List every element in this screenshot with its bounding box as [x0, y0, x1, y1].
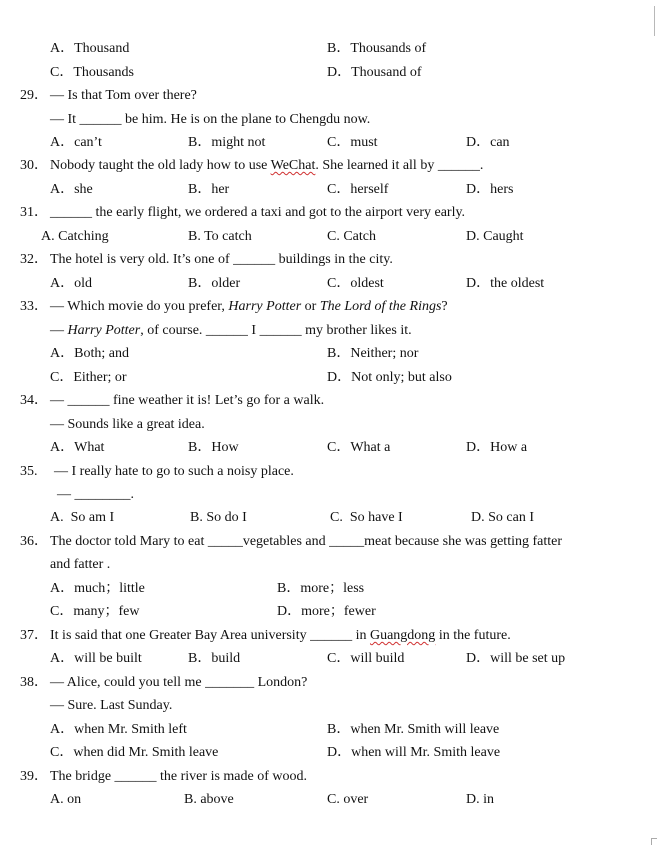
q38-option-c: C．when did Mr. Smith leave: [50, 745, 219, 760]
q37-option-b: B．build: [188, 651, 241, 666]
q30-option-c: C．herself: [327, 182, 389, 197]
q34-line1: — ______ fine weather it is! Let’s go for a walk.: [50, 393, 325, 408]
q39-text: The bridge ______ the river is made of wood.: [50, 769, 307, 784]
q29-option-a: A．can’t: [50, 135, 102, 150]
q34-option-c: C．What a: [327, 440, 391, 455]
q37-option-a: A．will be built: [50, 651, 142, 666]
q31-text: ______ the early flight, we ordered a taxi and got to the airport very early.: [50, 205, 466, 220]
q33-line1-a: — Which movie do you prefer,: [50, 299, 229, 314]
text-cursor-bar: [654, 6, 655, 36]
q38-option-d: D．when will Mr. Smith leave: [327, 745, 501, 760]
q31-option-b: B. To catch: [188, 229, 252, 244]
q31-option-c: C. Catch: [327, 229, 376, 244]
q36-option-c: C．many；few: [50, 604, 140, 619]
q30-option-b: B．her: [188, 182, 230, 197]
q35-number: 35.: [20, 464, 38, 479]
q38-line1: — Alice, could you tell me _______ London?: [50, 675, 308, 690]
q35-option-b: B. So do I: [190, 510, 247, 525]
q37-number: 37．: [20, 628, 48, 643]
q39-number: 39．: [20, 769, 48, 784]
q33-option-c: C．Either; or: [50, 370, 127, 385]
q37-guangdong-word: Guangdong: [369, 628, 436, 643]
q36-line2: and fatter .: [50, 557, 111, 572]
q33-option-a: A．Both; and: [50, 346, 129, 361]
q35-option-a: A. So am I: [50, 510, 115, 525]
q30-number: 30．: [20, 158, 48, 173]
q30-text-pre: Nobody taught the old lady how to use: [50, 158, 271, 173]
q32-number: 32．: [20, 252, 48, 267]
q29-option-c: C．must: [327, 135, 378, 150]
q36-option-a: A．much；little: [50, 581, 145, 596]
q33-line2: [50, 322, 412, 340]
q37-text-pre: It is said that one Greater Bay Area university ______ in: [50, 628, 370, 643]
q35-line1: — I really hate to go to such a noisy place.: [54, 464, 294, 479]
q30-text: [50, 157, 483, 175]
q33-option-d: D．Not only; but also: [327, 370, 452, 385]
q36-option-b: B．more；less: [277, 581, 365, 596]
q38-option-a: A．when Mr. Smith left: [50, 722, 187, 737]
q34-option-b: B．How: [188, 440, 239, 455]
q29-option-b: B．might not: [188, 135, 266, 150]
q37-text: [50, 627, 511, 645]
q32-option-b: B．older: [188, 276, 241, 291]
page-corner-mark: [651, 838, 657, 845]
q37-option-c: C．will build: [327, 651, 405, 666]
q32-option-a: A．old: [50, 276, 92, 291]
q39-option-d: D. in: [466, 792, 494, 807]
q39-option-c: C. over: [327, 792, 369, 807]
q38-line2: — Sure. Last Sunday.: [50, 698, 173, 713]
q33-title-harry-potter: Harry Potter: [228, 299, 302, 314]
q28-option-b: B．Thousands of: [327, 41, 427, 56]
q38-option-b: B．when Mr. Smith will leave: [327, 722, 500, 737]
q28-option-c: C．Thousands: [50, 65, 134, 80]
q38-number: 38．: [20, 675, 48, 690]
q28-option-a: A．Thousand: [50, 41, 130, 56]
q33-line2-a: —: [50, 323, 68, 338]
q29-option-d: D．can: [466, 135, 510, 150]
q33-line1-c: or: [301, 299, 320, 314]
q29-line2: — It ______ be him. He is on the plane to Chengdu now.: [50, 112, 371, 127]
q36-option-d: D．more；fewer: [277, 604, 376, 619]
q37-text-post: in the future.: [435, 628, 511, 643]
q32-text: The hotel is very old. It’s one of ______ buildings in the city.: [50, 252, 393, 267]
q33-line1: [50, 298, 448, 316]
q34-option-a: A．What: [50, 440, 105, 455]
q39-option-b: B. above: [184, 792, 234, 807]
q32-option-d: D．the oldest: [466, 276, 545, 291]
q33-line2-title: Harry Potter: [67, 323, 141, 338]
q30-option-d: D．hers: [466, 182, 514, 197]
q28-option-d: D．Thousand of: [327, 65, 422, 80]
q35-line2: — ________.: [57, 487, 134, 502]
q35-option-c: C. So have I: [330, 510, 403, 525]
q34-option-d: D．How a: [466, 440, 528, 455]
q36-line1: The doctor told Mary to eat _____vegetables and _____meat because she was getting fatter: [50, 534, 562, 549]
q36-number: 36．: [20, 534, 48, 549]
q31-option-a: A. Catching: [41, 229, 109, 244]
q30-option-a: A．she: [50, 182, 93, 197]
q34-line2: — Sounds like a great idea.: [50, 417, 205, 432]
q33-line2-c: , of course. ______ I ______ my brother likes it.: [140, 323, 412, 338]
q29-line1: — Is that Tom over there?: [50, 88, 197, 103]
q33-title-lord-of-the-rings: The Lord of the Rings: [319, 299, 442, 314]
q30-wechat-word: WeChat: [270, 158, 316, 173]
q32-option-c: C．oldest: [327, 276, 384, 291]
q31-option-d: D. Caught: [466, 229, 524, 244]
q31-number: 31．: [20, 205, 48, 220]
q37-option-d: D．will be set up: [466, 651, 566, 666]
q30-text-post: . She learned it all by ______.: [315, 158, 484, 173]
q33-number: 33．: [20, 299, 48, 314]
q35-option-d: D. So can I: [471, 510, 534, 525]
q39-option-a: A. on: [50, 792, 82, 807]
q33-option-b: B．Neither; nor: [327, 346, 419, 361]
q33-line1-e: ?: [441, 299, 448, 314]
q29-number: 29．: [20, 88, 48, 103]
q34-number: 34．: [20, 393, 48, 408]
